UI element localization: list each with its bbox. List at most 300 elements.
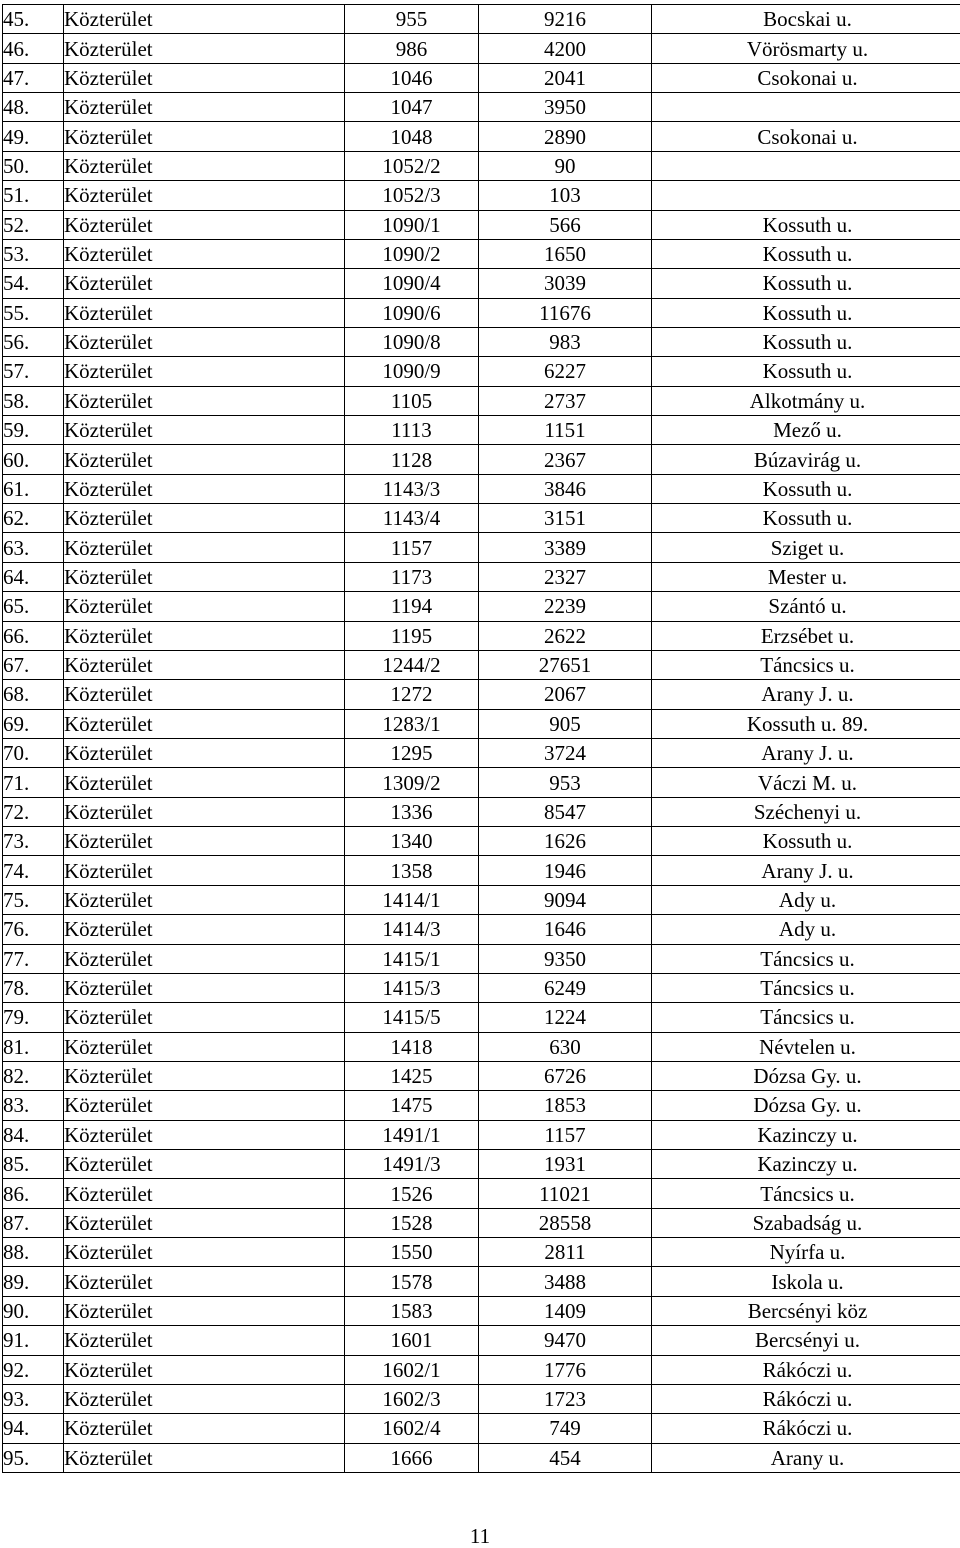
row-number-cell: 61. xyxy=(3,474,64,503)
property-type-cell: Közterület xyxy=(64,1296,345,1325)
area-cell: 983 xyxy=(479,327,652,356)
parcel-number-cell: 1283/1 xyxy=(345,709,479,738)
address-cell: Kazinczy u. xyxy=(652,1120,960,1149)
property-type-cell: Közterület xyxy=(64,181,345,210)
property-type-cell: Közterület xyxy=(64,797,345,826)
address-cell: Táncsics u. xyxy=(652,650,960,679)
parcel-number-cell: 1048 xyxy=(345,122,479,151)
row-number-cell: 46. xyxy=(3,34,64,63)
area-cell: 90 xyxy=(479,151,652,180)
address-cell: Kossuth u. 89. xyxy=(652,709,960,738)
address-cell: Kossuth u. xyxy=(652,827,960,856)
row-number-cell: 49. xyxy=(3,122,64,151)
property-type-cell: Közterület xyxy=(64,562,345,591)
property-type-cell: Közterület xyxy=(64,1384,345,1413)
table-row xyxy=(3,827,960,856)
table-body xyxy=(3,5,960,1473)
property-type-cell: Közterület xyxy=(64,63,345,92)
address-cell: Kossuth u. xyxy=(652,210,960,239)
table-row xyxy=(3,1443,960,1472)
parcel-number-cell: 986 xyxy=(345,34,479,63)
table-row xyxy=(3,1208,960,1237)
parcel-number-cell: 1491/3 xyxy=(345,1150,479,1179)
address-cell xyxy=(652,151,960,180)
row-number-cell: 67. xyxy=(3,650,64,679)
table-row xyxy=(3,650,960,679)
table-row xyxy=(3,357,960,386)
row-number-cell: 54. xyxy=(3,269,64,298)
property-type-cell: Közterület xyxy=(64,915,345,944)
area-cell: 11021 xyxy=(479,1179,652,1208)
property-type-cell: Közterület xyxy=(64,1443,345,1472)
parcel-number-cell: 1090/4 xyxy=(345,269,479,298)
property-type-cell: Közterület xyxy=(64,1414,345,1443)
table-row xyxy=(3,915,960,944)
property-table xyxy=(2,4,960,1473)
property-type-cell: Közterület xyxy=(64,768,345,797)
table-row xyxy=(3,93,960,122)
area-cell: 1626 xyxy=(479,827,652,856)
row-number-cell: 45. xyxy=(3,5,64,34)
row-number-cell: 69. xyxy=(3,709,64,738)
parcel-number-cell: 1090/9 xyxy=(345,357,479,386)
area-cell: 3724 xyxy=(479,738,652,767)
table-row xyxy=(3,738,960,767)
property-type-cell: Közterület xyxy=(64,1061,345,1090)
address-cell: Búzavirág u. xyxy=(652,445,960,474)
table-row xyxy=(3,445,960,474)
table-row xyxy=(3,1179,960,1208)
row-number-cell: 78. xyxy=(3,973,64,1002)
area-cell: 1946 xyxy=(479,856,652,885)
property-type-cell: Közterület xyxy=(64,34,345,63)
area-cell: 2067 xyxy=(479,680,652,709)
address-cell: Táncsics u. xyxy=(652,944,960,973)
parcel-number-cell: 955 xyxy=(345,5,479,34)
table-row xyxy=(3,709,960,738)
property-type-cell: Közterület xyxy=(64,1032,345,1061)
area-cell: 28558 xyxy=(479,1208,652,1237)
parcel-number-cell: 1272 xyxy=(345,680,479,709)
table-row xyxy=(3,474,960,503)
parcel-number-cell: 1173 xyxy=(345,562,479,591)
area-cell: 2367 xyxy=(479,445,652,474)
area-cell: 1723 xyxy=(479,1384,652,1413)
table-row xyxy=(3,181,960,210)
parcel-number-cell: 1602/1 xyxy=(345,1355,479,1384)
address-cell: Rákóczi u. xyxy=(652,1355,960,1384)
table-row xyxy=(3,621,960,650)
area-cell: 2622 xyxy=(479,621,652,650)
row-number-cell: 62. xyxy=(3,504,64,533)
table-row xyxy=(3,1326,960,1355)
parcel-number-cell: 1090/6 xyxy=(345,298,479,327)
row-number-cell: 84. xyxy=(3,1120,64,1149)
area-cell: 6249 xyxy=(479,973,652,1002)
address-cell: Kossuth u. xyxy=(652,357,960,386)
property-type-cell: Közterület xyxy=(64,650,345,679)
row-number-cell: 92. xyxy=(3,1355,64,1384)
address-cell: Kossuth u. xyxy=(652,269,960,298)
row-number-cell: 59. xyxy=(3,416,64,445)
address-cell: Széchenyi u. xyxy=(652,797,960,826)
row-number-cell: 81. xyxy=(3,1032,64,1061)
address-cell: Mező u. xyxy=(652,416,960,445)
area-cell: 1650 xyxy=(479,239,652,268)
row-number-cell: 82. xyxy=(3,1061,64,1090)
parcel-number-cell: 1583 xyxy=(345,1296,479,1325)
area-cell: 8547 xyxy=(479,797,652,826)
address-cell: Alkotmány u. xyxy=(652,386,960,415)
table-row xyxy=(3,1267,960,1296)
row-number-cell: 88. xyxy=(3,1238,64,1267)
property-type-cell: Közterület xyxy=(64,386,345,415)
parcel-number-cell: 1244/2 xyxy=(345,650,479,679)
area-cell: 2737 xyxy=(479,386,652,415)
address-cell: Bocskai u. xyxy=(652,5,960,34)
area-cell: 1151 xyxy=(479,416,652,445)
parcel-number-cell: 1475 xyxy=(345,1091,479,1120)
table-row xyxy=(3,504,960,533)
table-row xyxy=(3,1296,960,1325)
address-cell: Arany J. u. xyxy=(652,856,960,885)
property-type-cell: Közterület xyxy=(64,504,345,533)
table-row xyxy=(3,944,960,973)
area-cell: 2811 xyxy=(479,1238,652,1267)
address-cell: Rákóczi u. xyxy=(652,1384,960,1413)
parcel-number-cell: 1358 xyxy=(345,856,479,885)
row-number-cell: 55. xyxy=(3,298,64,327)
area-cell: 3950 xyxy=(479,93,652,122)
table-row xyxy=(3,1120,960,1149)
area-cell: 1776 xyxy=(479,1355,652,1384)
address-cell xyxy=(652,93,960,122)
row-number-cell: 95. xyxy=(3,1443,64,1472)
property-type-cell: Közterület xyxy=(64,1355,345,1384)
property-type-cell: Közterület xyxy=(64,151,345,180)
property-type-cell: Közterület xyxy=(64,973,345,1002)
area-cell: 2327 xyxy=(479,562,652,591)
row-number-cell: 50. xyxy=(3,151,64,180)
parcel-number-cell: 1425 xyxy=(345,1061,479,1090)
parcel-number-cell: 1195 xyxy=(345,621,479,650)
parcel-number-cell: 1047 xyxy=(345,93,479,122)
address-cell xyxy=(652,181,960,210)
parcel-number-cell: 1666 xyxy=(345,1443,479,1472)
table-row xyxy=(3,1061,960,1090)
parcel-number-cell: 1414/3 xyxy=(345,915,479,944)
area-cell: 9094 xyxy=(479,885,652,914)
table-row xyxy=(3,562,960,591)
row-number-cell: 72. xyxy=(3,797,64,826)
property-type-cell: Közterület xyxy=(64,621,345,650)
parcel-number-cell: 1526 xyxy=(345,1179,479,1208)
property-type-cell: Közterület xyxy=(64,1326,345,1355)
row-number-cell: 90. xyxy=(3,1296,64,1325)
row-number-cell: 64. xyxy=(3,562,64,591)
area-cell: 2041 xyxy=(479,63,652,92)
parcel-number-cell: 1601 xyxy=(345,1326,479,1355)
address-cell: Iskola u. xyxy=(652,1267,960,1296)
parcel-number-cell: 1336 xyxy=(345,797,479,826)
row-number-cell: 52. xyxy=(3,210,64,239)
address-cell: Kossuth u. xyxy=(652,239,960,268)
area-cell: 454 xyxy=(479,1443,652,1472)
row-number-cell: 60. xyxy=(3,445,64,474)
address-cell: Szántó u. xyxy=(652,592,960,621)
parcel-number-cell: 1602/4 xyxy=(345,1414,479,1443)
property-type-cell: Közterület xyxy=(64,592,345,621)
parcel-number-cell: 1528 xyxy=(345,1208,479,1237)
table-row xyxy=(3,269,960,298)
address-cell: Dózsa Gy. u. xyxy=(652,1091,960,1120)
row-number-cell: 85. xyxy=(3,1150,64,1179)
property-type-cell: Közterület xyxy=(64,1208,345,1237)
area-cell: 1931 xyxy=(479,1150,652,1179)
address-cell: Kazinczy u. xyxy=(652,1150,960,1179)
address-cell: Csokonai u. xyxy=(652,122,960,151)
table-row xyxy=(3,856,960,885)
row-number-cell: 89. xyxy=(3,1267,64,1296)
address-cell: Ady u. xyxy=(652,915,960,944)
area-cell: 630 xyxy=(479,1032,652,1061)
row-number-cell: 91. xyxy=(3,1326,64,1355)
row-number-cell: 77. xyxy=(3,944,64,973)
address-cell: Kossuth u. xyxy=(652,474,960,503)
row-number-cell: 70. xyxy=(3,738,64,767)
area-cell: 1853 xyxy=(479,1091,652,1120)
area-cell: 2890 xyxy=(479,122,652,151)
table-row xyxy=(3,1414,960,1443)
parcel-number-cell: 1113 xyxy=(345,416,479,445)
property-type-cell: Közterület xyxy=(64,5,345,34)
table-row xyxy=(3,34,960,63)
table-row xyxy=(3,63,960,92)
address-cell: Táncsics u. xyxy=(652,973,960,1002)
row-number-cell: 74. xyxy=(3,856,64,885)
property-type-cell: Közterület xyxy=(64,327,345,356)
address-cell: Szabadság u. xyxy=(652,1208,960,1237)
row-number-cell: 66. xyxy=(3,621,64,650)
area-cell: 749 xyxy=(479,1414,652,1443)
row-number-cell: 65. xyxy=(3,592,64,621)
parcel-number-cell: 1194 xyxy=(345,592,479,621)
area-cell: 953 xyxy=(479,768,652,797)
row-number-cell: 47. xyxy=(3,63,64,92)
area-cell: 1409 xyxy=(479,1296,652,1325)
address-cell: Bercsényi u. xyxy=(652,1326,960,1355)
property-type-cell: Közterület xyxy=(64,445,345,474)
property-type-cell: Közterület xyxy=(64,944,345,973)
property-type-cell: Közterület xyxy=(64,122,345,151)
property-type-cell: Közterület xyxy=(64,298,345,327)
address-cell: Kossuth u. xyxy=(652,504,960,533)
area-cell: 566 xyxy=(479,210,652,239)
area-cell: 1157 xyxy=(479,1120,652,1149)
row-number-cell: 87. xyxy=(3,1208,64,1237)
property-type-cell: Közterület xyxy=(64,210,345,239)
property-type-cell: Közterület xyxy=(64,269,345,298)
address-cell: Ady u. xyxy=(652,885,960,914)
address-cell: Rákóczi u. xyxy=(652,1414,960,1443)
area-cell: 9470 xyxy=(479,1326,652,1355)
row-number-cell: 51. xyxy=(3,181,64,210)
table-row xyxy=(3,680,960,709)
parcel-number-cell: 1052/3 xyxy=(345,181,479,210)
parcel-number-cell: 1415/5 xyxy=(345,1003,479,1032)
row-number-cell: 53. xyxy=(3,239,64,268)
address-cell: Kossuth u. xyxy=(652,298,960,327)
address-cell: Arany J. u. xyxy=(652,738,960,767)
table-row xyxy=(3,151,960,180)
area-cell: 6227 xyxy=(479,357,652,386)
area-cell: 3846 xyxy=(479,474,652,503)
table-row xyxy=(3,210,960,239)
table-row xyxy=(3,1355,960,1384)
row-number-cell: 75. xyxy=(3,885,64,914)
address-cell: Arany u. xyxy=(652,1443,960,1472)
table-row xyxy=(3,1003,960,1032)
area-cell: 3488 xyxy=(479,1267,652,1296)
table-row xyxy=(3,797,960,826)
row-number-cell: 63. xyxy=(3,533,64,562)
parcel-number-cell: 1309/2 xyxy=(345,768,479,797)
parcel-number-cell: 1550 xyxy=(345,1238,479,1267)
property-type-cell: Közterület xyxy=(64,357,345,386)
table-row xyxy=(3,416,960,445)
parcel-number-cell: 1090/1 xyxy=(345,210,479,239)
row-number-cell: 79. xyxy=(3,1003,64,1032)
table-row xyxy=(3,592,960,621)
table-row xyxy=(3,122,960,151)
property-type-cell: Közterület xyxy=(64,738,345,767)
property-type-cell: Közterület xyxy=(64,1120,345,1149)
page-number: 11 xyxy=(0,1524,960,1548)
table-row xyxy=(3,533,960,562)
property-type-cell: Közterület xyxy=(64,1179,345,1208)
parcel-number-cell: 1578 xyxy=(345,1267,479,1296)
address-cell: Nyírfa u. xyxy=(652,1238,960,1267)
parcel-number-cell: 1418 xyxy=(345,1032,479,1061)
area-cell: 2239 xyxy=(479,592,652,621)
address-cell: Mester u. xyxy=(652,562,960,591)
table-row xyxy=(3,973,960,1002)
area-cell: 1646 xyxy=(479,915,652,944)
address-cell: Arany J. u. xyxy=(652,680,960,709)
parcel-number-cell: 1105 xyxy=(345,386,479,415)
row-number-cell: 73. xyxy=(3,827,64,856)
row-number-cell: 71. xyxy=(3,768,64,797)
area-cell: 11676 xyxy=(479,298,652,327)
table-row xyxy=(3,327,960,356)
parcel-number-cell: 1157 xyxy=(345,533,479,562)
parcel-number-cell: 1295 xyxy=(345,738,479,767)
area-cell: 9216 xyxy=(479,5,652,34)
parcel-number-cell: 1491/1 xyxy=(345,1120,479,1149)
property-type-cell: Közterület xyxy=(64,1238,345,1267)
area-cell: 103 xyxy=(479,181,652,210)
area-cell: 3039 xyxy=(479,269,652,298)
parcel-number-cell: 1090/8 xyxy=(345,327,479,356)
row-number-cell: 58. xyxy=(3,386,64,415)
row-number-cell: 76. xyxy=(3,915,64,944)
area-cell: 905 xyxy=(479,709,652,738)
property-type-cell: Közterület xyxy=(64,416,345,445)
row-number-cell: 56. xyxy=(3,327,64,356)
area-cell: 4200 xyxy=(479,34,652,63)
property-type-cell: Közterület xyxy=(64,533,345,562)
row-number-cell: 93. xyxy=(3,1384,64,1413)
address-cell: Sziget u. xyxy=(652,533,960,562)
table-row xyxy=(3,298,960,327)
address-cell: Csokonai u. xyxy=(652,63,960,92)
parcel-number-cell: 1046 xyxy=(345,63,479,92)
table-row xyxy=(3,1384,960,1413)
property-type-cell: Közterület xyxy=(64,680,345,709)
property-type-cell: Közterület xyxy=(64,1003,345,1032)
table-row xyxy=(3,1150,960,1179)
table-row xyxy=(3,885,960,914)
parcel-number-cell: 1090/2 xyxy=(345,239,479,268)
area-cell: 3151 xyxy=(479,504,652,533)
row-number-cell: 57. xyxy=(3,357,64,386)
area-cell: 1224 xyxy=(479,1003,652,1032)
parcel-number-cell: 1143/4 xyxy=(345,504,479,533)
table-row xyxy=(3,239,960,268)
table-row xyxy=(3,5,960,34)
row-number-cell: 86. xyxy=(3,1179,64,1208)
area-cell: 3389 xyxy=(479,533,652,562)
area-cell: 9350 xyxy=(479,944,652,973)
parcel-number-cell: 1415/1 xyxy=(345,944,479,973)
address-cell: Váczi M. u. xyxy=(652,768,960,797)
address-cell: Bercsényi köz xyxy=(652,1296,960,1325)
property-type-cell: Közterület xyxy=(64,885,345,914)
property-type-cell: Közterület xyxy=(64,474,345,503)
row-number-cell: 83. xyxy=(3,1091,64,1120)
property-type-cell: Közterület xyxy=(64,1091,345,1120)
table-row xyxy=(3,768,960,797)
property-type-cell: Közterület xyxy=(64,856,345,885)
parcel-number-cell: 1052/2 xyxy=(345,151,479,180)
parcel-number-cell: 1340 xyxy=(345,827,479,856)
property-type-cell: Közterület xyxy=(64,239,345,268)
parcel-number-cell: 1602/3 xyxy=(345,1384,479,1413)
address-cell: Erzsébet u. xyxy=(652,621,960,650)
table-row xyxy=(3,1032,960,1061)
parcel-number-cell: 1415/3 xyxy=(345,973,479,1002)
parcel-number-cell: 1128 xyxy=(345,445,479,474)
parcel-number-cell: 1414/1 xyxy=(345,885,479,914)
row-number-cell: 68. xyxy=(3,680,64,709)
address-cell: Dózsa Gy. u. xyxy=(652,1061,960,1090)
property-type-cell: Közterület xyxy=(64,1267,345,1296)
table-row xyxy=(3,1238,960,1267)
address-cell: Névtelen u. xyxy=(652,1032,960,1061)
row-number-cell: 94. xyxy=(3,1414,64,1443)
address-cell: Táncsics u. xyxy=(652,1179,960,1208)
property-type-cell: Közterület xyxy=(64,709,345,738)
table-row xyxy=(3,1091,960,1120)
property-type-cell: Közterület xyxy=(64,93,345,122)
property-type-cell: Közterület xyxy=(64,1150,345,1179)
area-cell: 6726 xyxy=(479,1061,652,1090)
row-number-cell: 48. xyxy=(3,93,64,122)
address-cell: Vörösmarty u. xyxy=(652,34,960,63)
area-cell: 27651 xyxy=(479,650,652,679)
property-type-cell: Közterület xyxy=(64,827,345,856)
parcel-number-cell: 1143/3 xyxy=(345,474,479,503)
